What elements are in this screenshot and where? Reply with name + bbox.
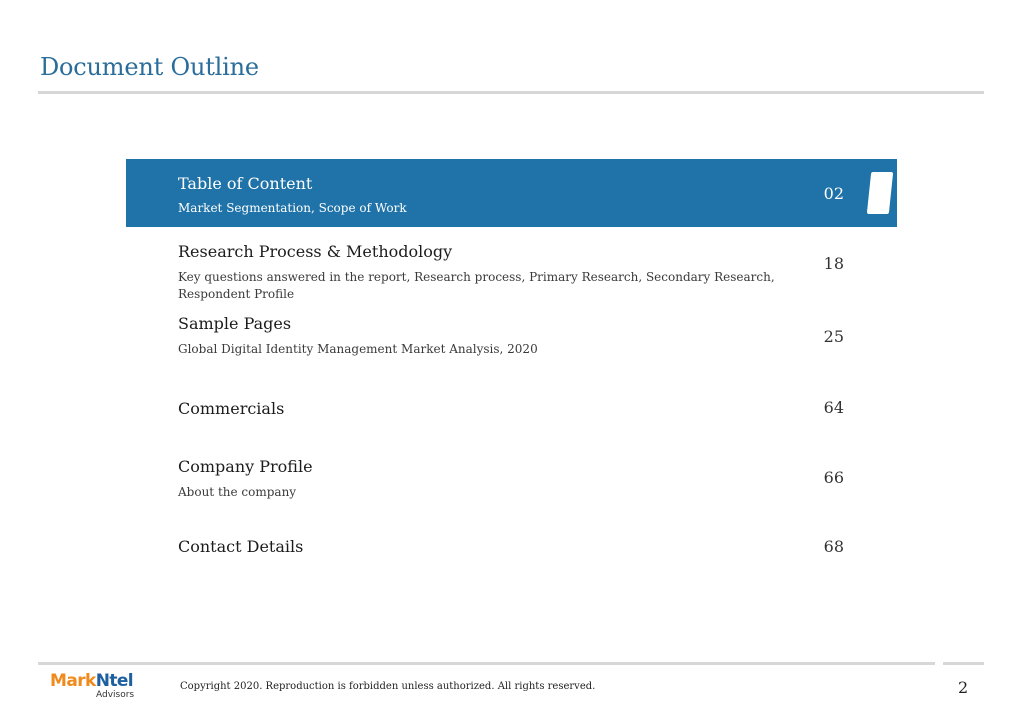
outline-item-title: Sample Pages (178, 314, 292, 333)
logo-text-mark: Mark (50, 671, 96, 691)
outline-item-subtitle: Market Segmentation, Scope of Work (178, 201, 407, 215)
outline-item-subtitle: About the company (178, 485, 297, 499)
logo-subtitle: Advisors (96, 690, 135, 700)
active-tab-marker (867, 172, 893, 214)
outline-item-page: 02 (823, 184, 844, 203)
page-number: 2 (958, 678, 969, 697)
outline-item-table-of-content[interactable] (126, 159, 897, 227)
page-title: Document Outline (40, 53, 259, 81)
outline-item-title: Company Profile (178, 457, 313, 476)
outline-item-subtitle: Global Digital Identity Management Market Analysis, 2020 (178, 342, 538, 356)
outline-item-page: 66 (823, 468, 844, 487)
title-divider (38, 91, 984, 94)
outline-item-page: 18 (823, 254, 844, 273)
outline-item-company-profile[interactable] (126, 457, 897, 503)
outline-item-contact-details[interactable] (126, 537, 897, 561)
outline-item-subtitle: Key questions answered in the report, Research process, Primary Research, Secondary Research, Respondent Profile (178, 270, 775, 301)
footer-divider (38, 662, 935, 665)
outline-item-page: 25 (823, 327, 844, 346)
outline-item-commercials[interactable] (126, 399, 897, 423)
outline-item-page: 64 (823, 398, 844, 417)
outline-item-title: Contact Details (178, 537, 304, 556)
outline-item-sample-pages[interactable] (126, 314, 897, 360)
outline-item-title: Commercials (178, 399, 285, 418)
logo-text-ntel: Ntel (95, 671, 133, 691)
outline-item-page: 68 (823, 537, 844, 556)
outline-item-title: Table of Content (178, 174, 313, 193)
copyright-notice: Copyright 2020. Reproduction is forbidden unless authorized. All rights reserved. (180, 681, 596, 692)
footer-divider-short (943, 662, 984, 665)
outline-item-title: Research Process & Methodology (178, 242, 453, 261)
outline-item-research-process[interactable] (126, 242, 897, 304)
company-logo (50, 672, 140, 702)
